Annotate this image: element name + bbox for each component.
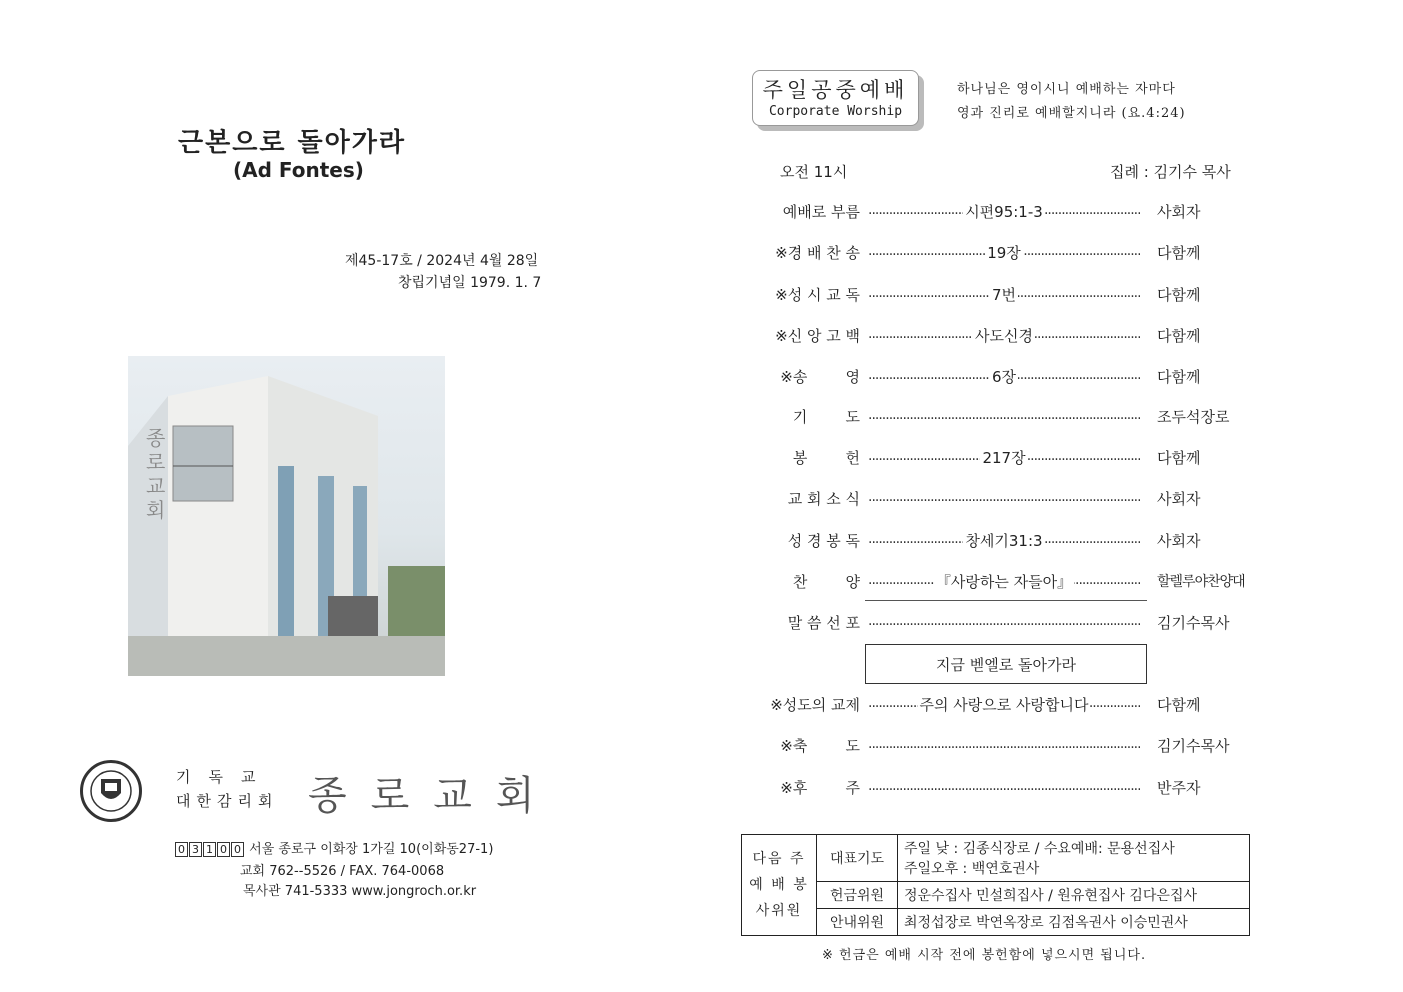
offering-label: 헌금위원 (817, 882, 898, 909)
order-leader-dots (868, 735, 1140, 757)
order-leader: 김기수목사 (1157, 614, 1230, 632)
order-leader-dots (868, 694, 1140, 716)
order-leader: 다함께 (1157, 286, 1201, 304)
zip-code: 0 3 1 0 0 (175, 842, 245, 857)
order-leader: 반주자 (1157, 779, 1201, 797)
order-leader: 사회자 (1157, 203, 1201, 221)
address-text: 서울 종로구 이화장 1가길 10(이화동27-1) (249, 842, 494, 857)
order-leader: 사회자 (1157, 532, 1201, 550)
order-leader: 김기수목사 (1157, 737, 1230, 755)
order-leader-dots (868, 284, 1140, 306)
order-content: 19장 (987, 244, 1021, 262)
pastor-phone: 목사관 741-5333 www.jongroch.or.kr (243, 884, 477, 899)
order-leader-dots (868, 325, 1140, 347)
order-content: 7번 (991, 286, 1017, 304)
order-content: 사도신경 (975, 327, 1033, 345)
service-volunteers-table (741, 834, 1250, 936)
order-leader-dots (868, 612, 1140, 634)
order-leader-dots (868, 201, 1140, 223)
order-row (760, 366, 1250, 388)
issue-number: 제45-17호 / 2024년 4월 28일 (345, 253, 539, 269)
order-leader-dots (868, 530, 1140, 552)
worship-title-ko: 주일공중예배 (762, 78, 909, 102)
order-content: 6장 (991, 368, 1017, 386)
order-name: ※후 주 (780, 779, 860, 797)
verse-line2: 영과 진리로 예배할지니라 (요.4:24) (957, 106, 1186, 121)
order-name: ※성도의 교제 (770, 696, 860, 714)
methodist-logo-icon (80, 760, 142, 822)
order-name: ※성 시 교 독 (775, 286, 860, 304)
order-name: ※경 배 찬 송 (775, 244, 860, 262)
denomination-line2: 대한감리회 (176, 792, 279, 810)
church-building-photo (128, 356, 445, 676)
denomination-line1: 기독교 (176, 768, 274, 786)
order-leader: 다함께 (1157, 696, 1201, 714)
order-leader: 다함께 (1157, 449, 1201, 467)
worship-title-en: Corporate Worship (768, 104, 903, 119)
sermon-title: 근본으로 돌아가라 (178, 128, 406, 158)
order-leader-dots (868, 242, 1140, 264)
order-leader: 다함께 (1157, 368, 1201, 386)
order-content: 217장 (982, 449, 1026, 467)
order-row (760, 571, 1250, 593)
order-row (760, 735, 1250, 757)
anthem-underline (865, 600, 1147, 601)
church-name: 종로교회 (308, 773, 559, 819)
order-row (760, 488, 1250, 510)
next-week-label: 다음 주 예 배 봉사위원 (742, 835, 817, 936)
order-leader-dots (868, 488, 1140, 510)
sermon-title-box: 지금 벧엘로 돌아가라 (865, 644, 1147, 684)
order-row (760, 694, 1250, 716)
order-leader-dots (868, 571, 1140, 593)
order-name: ※신 앙 고 백 (775, 327, 860, 345)
sermon-subtitle: (Ad Fontes) (233, 158, 364, 182)
worship-title-box (752, 70, 919, 126)
order-leader-dots (868, 447, 1140, 469)
order-name: 성 경 봉 독 (787, 532, 860, 550)
usher-value: 최정섭장로 박연옥장로 김점옥권사 이승민권사 (898, 909, 1250, 936)
order-row (760, 406, 1250, 428)
offering-footnote: ※ 헌금은 예배 시작 전에 봉헌함에 넣으시면 됩니다. (822, 948, 1147, 963)
order-row (760, 325, 1250, 347)
building-sign: 종로교회 (146, 426, 166, 522)
order-leader-dots (868, 366, 1140, 388)
address (175, 838, 493, 857)
order-name: 교 회 소 식 (787, 490, 860, 508)
order-leader: 조두석장로 (1157, 408, 1230, 426)
offering-value: 정운수집사 민설희집사 / 원유현집사 김다은집사 (898, 882, 1250, 909)
founding-date: 창립기념일 1979. 1. 7 (398, 275, 542, 291)
church-phone: 교회 762--5526 / FAX. 764-0068 (240, 864, 445, 879)
order-name: 기 도 (792, 408, 860, 426)
order-name: 봉 헌 (792, 449, 860, 467)
order-content: 창세기31:3 (965, 532, 1043, 550)
order-row (760, 777, 1250, 799)
usher-label: 안내위원 (817, 909, 898, 936)
order-name: 말 씀 선 포 (787, 614, 860, 632)
order-row (760, 530, 1250, 552)
order-content: 시편95:1-3 (965, 203, 1043, 221)
order-leader-dots (868, 406, 1140, 428)
order-row (760, 284, 1250, 306)
order-row (760, 447, 1250, 469)
order-name: 예배로 부름 (782, 203, 860, 221)
order-row (760, 612, 1250, 634)
order-name: 찬 양 (792, 573, 860, 591)
order-leader-dots (868, 777, 1140, 799)
order-name: ※축 도 (780, 737, 860, 755)
order-leader: 다함께 (1157, 327, 1201, 345)
order-leader: 다함께 (1157, 244, 1201, 262)
order-leader: 사회자 (1157, 490, 1201, 508)
order-row (760, 242, 1250, 264)
rep-prayer-label: 대표기도 (817, 835, 898, 882)
order-content: 주의 사랑으로 사랑합니다 (919, 696, 1089, 714)
presider: 집례 : 김기수 목사 (1110, 163, 1231, 181)
order-name: ※송 영 (780, 368, 860, 386)
order-leader: 할렐루야찬양대 (1157, 574, 1245, 590)
service-time: 오전 11시 (780, 163, 848, 181)
order-content: 『사랑하는 자들아』 (935, 573, 1073, 591)
rep-prayer-value: 주일 낮 : 김종식장로 / 수요예배: 문용선집사 주일오후 : 백연호권사 (898, 835, 1250, 882)
verse-line1: 하나님은 영이시니 예배하는 자마다 (957, 82, 1176, 97)
order-row (760, 201, 1250, 223)
